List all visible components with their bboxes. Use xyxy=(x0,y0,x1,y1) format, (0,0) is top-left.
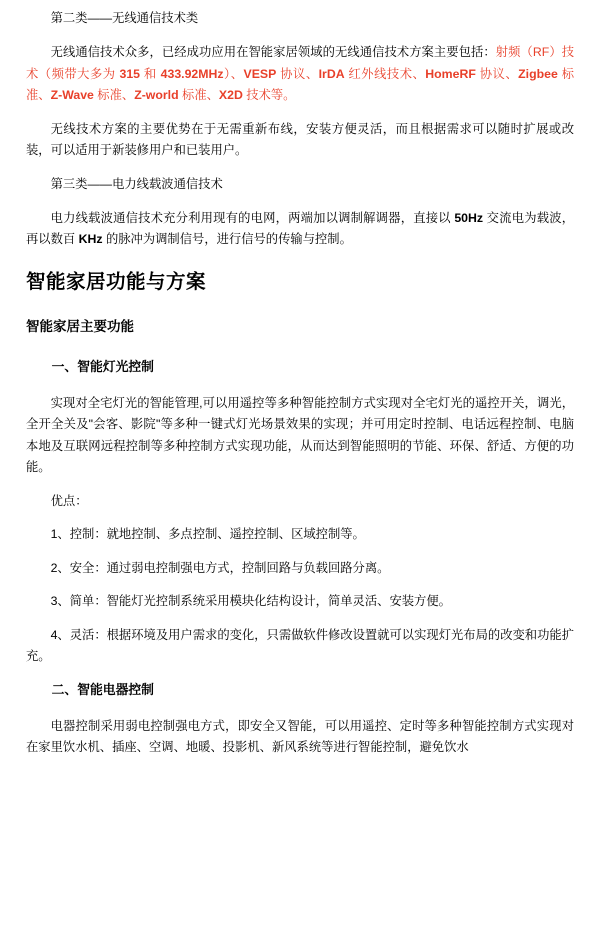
section2-p1-red3: ）、 xyxy=(223,66,244,81)
section2-p1-freq-43392: 433.92MHz xyxy=(160,66,224,81)
section3-paragraph-1 xyxy=(26,208,574,251)
feature-1-paragraph: 实现对全宅灯光的智能管理,可以用遥控等多种智能控制方式实现对全宅灯光的遥控开关，调光，全开全关及"会客、影院"等多种一键式灯光场景效果的实现；并可用定时控制、电话远程控制、电脑本地及互联网远程控制等多种控制方式实现功能，从而达到智能照明的节能、环保、舒适、方便的功能。 xyxy=(26,395,574,474)
section2-p1-red5: 红外线技术、 xyxy=(344,66,426,81)
section2-p1-zworld: Z-world xyxy=(134,88,179,102)
section2-p1-red1: 射频（RF）技术（频带大多为 xyxy=(26,45,574,81)
subchapter-title: 智能家居主要功能 xyxy=(26,318,134,334)
section2-p1-zigbee: Zigbee xyxy=(518,66,558,81)
section2-p1-pre: 无线通信技术众多，已经成功应用在智能家居领域的无线通信技术方案主要包括： xyxy=(50,45,496,59)
section2-p1-homerf: HomeRF xyxy=(425,66,476,81)
section2-p1-red4: 协议、 xyxy=(276,66,319,81)
section3-p1-khz: KHz xyxy=(78,232,103,246)
feature-2-title: 二、智能电器控制 xyxy=(51,681,154,697)
section2-p1-freq-315: 315 xyxy=(119,66,141,81)
section2-p1-irda: IrDA xyxy=(318,66,345,81)
advantages-label: 优点： xyxy=(50,493,88,508)
section2-p1-vesp: VESP xyxy=(243,66,277,81)
feature-1-title: 一、智能灯光控制 xyxy=(51,358,154,374)
section2-p1-x2d: X2D xyxy=(218,88,243,102)
chapter-title: 智能家居功能与方案 xyxy=(26,270,207,293)
section2-p1-red10: 技术等。 xyxy=(242,88,296,102)
list-item: 3、简单：智能灯光控制系统采用模块化结构设计，简单灵活、安装方便。 xyxy=(50,594,451,608)
list-item: 4、灵活：根据环境及用户需求的变化，只需做软件修改设置就可以实现灯光布局的改变和功能扩充。 xyxy=(26,627,574,663)
section2-title: 第二类——无线通信技术类 xyxy=(50,11,199,25)
list-item: 1、控制：就地控制、多点控制、遥控控制、区域控制等。 xyxy=(50,527,365,541)
section2-p1-red6: 协议、 xyxy=(475,66,519,81)
section2-p1-red8: 标准、 xyxy=(93,88,135,102)
section2-p1-red9: 标准、 xyxy=(178,88,219,102)
list-item: 2、安全：通过弱电控制强电方式，控制回路与负载回路分离。 xyxy=(50,560,390,575)
section3-p1-post: 的脉冲为调制信号，进行信号的传输与控制。 xyxy=(102,232,352,246)
section3-title: 第三类——电力线载波通信技术 xyxy=(50,176,223,191)
section2-p1-red2: 和 xyxy=(140,66,161,81)
section3-p1-50hz: 50Hz xyxy=(454,210,484,225)
section3-p1-pre: 电力线载波通信技术充分利用现有的电网，两端加以调制解调器，直接以 xyxy=(50,210,455,225)
section2-paragraph-1 xyxy=(26,42,574,107)
section2-paragraph-2: 无线技术方案的主要优势在于无需重新布线，安装方便灵活，而且根据需求可以随时扩展或改装，可以适用于新装修用户和已装用户。 xyxy=(26,121,574,157)
section2-p1-red7: 标准、 xyxy=(26,66,575,102)
section3-p1-mid: 交流电为载波，再以数百 xyxy=(26,210,575,246)
feature-2-paragraph: 电器控制采用弱电控制强电方式，即安全又智能，可以用遥控、定时等多种智能控制方式实现对在家里饮水机、插座、空调、地暖、投影机、新风系统等进行智能控制，避免饮水 xyxy=(26,718,574,754)
section2-p1-zwave: Z-Wave xyxy=(50,88,94,102)
